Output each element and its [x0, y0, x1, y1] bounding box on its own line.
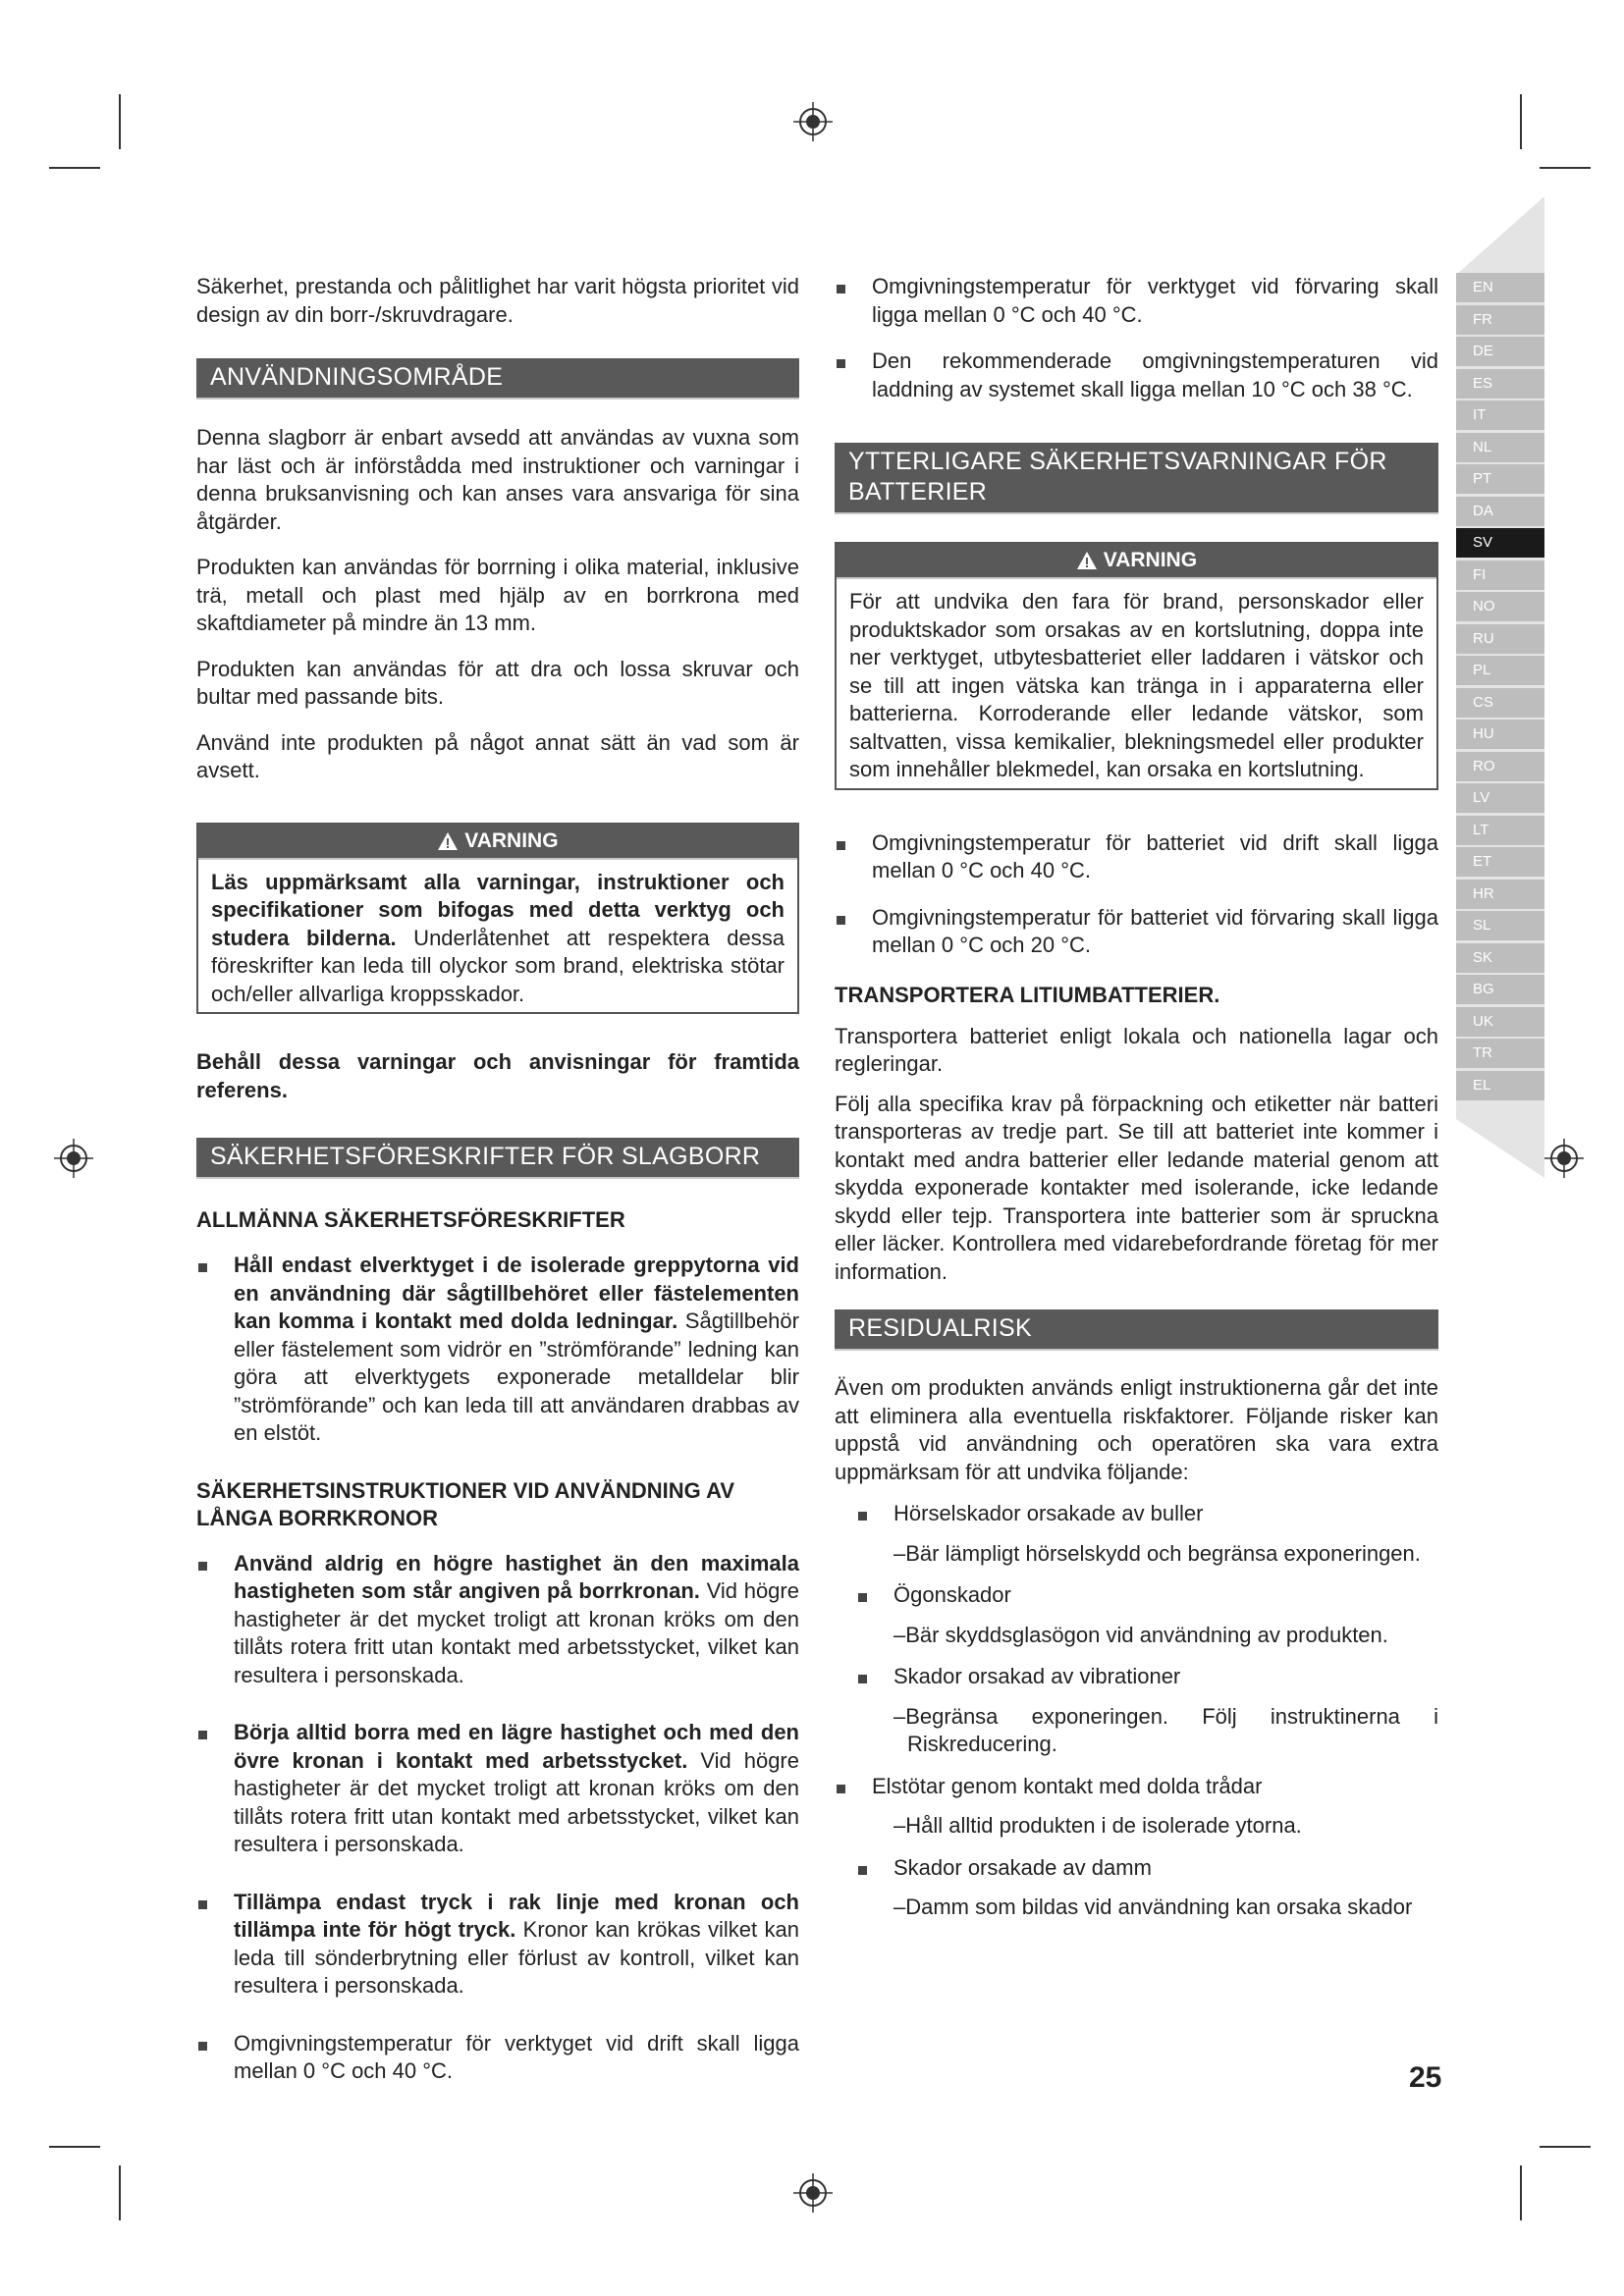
language-tab-pt[interactable]: PT	[1456, 464, 1544, 494]
subheading-long-bits: SÄKERHETSINSTRUKTIONER VID ANVÄNDNING AV LÅNGA BORRKRONOR	[196, 1477, 734, 1530]
warning-label: VARNING	[464, 828, 559, 852]
transport-heading: TRANSPORTERA LITIUMBATTERIER.	[835, 982, 1220, 1007]
language-tab-fi[interactable]: FI	[1456, 561, 1544, 590]
warning-title	[837, 544, 1436, 579]
list-item	[196, 1550, 799, 1690]
item-text: Skador orsakad av vibrationer	[893, 1664, 1181, 1688]
keep-note	[196, 1048, 799, 1104]
list-item	[835, 1773, 1438, 1801]
language-tab-hr[interactable]: HR	[1456, 880, 1544, 909]
language-tab-fr[interactable]: FR	[1456, 305, 1544, 335]
language-tab-bg[interactable]: BG	[1456, 975, 1544, 1004]
transport-paragraph: Följ alla specifika krav på förpackning och etiketter när batteri transporteras av tredje part. Se till att batteriet inte kommer i kontakt med andra batterier eller ledande material genom att skydda exponerade kontakter med isolerande, icke ledande skydd eller tejp. Transportera inte batterier som är spruckna eller läcker. Kontrollera med vidarebefordrande företag för mer information.	[835, 1091, 1438, 1284]
list-item	[835, 1581, 1438, 1610]
list-item	[835, 1500, 1438, 1528]
page-number: 25	[1409, 2061, 1442, 2094]
registration-mark-icon	[793, 102, 833, 141]
warning-label: VARNING	[1103, 549, 1198, 571]
list-item	[196, 1719, 799, 1859]
language-tab-uk[interactable]: UK	[1456, 1007, 1544, 1037]
item-bold: Använd aldrig en högre hastighet än den maximala hastigheten som står angiven på borrkronan.	[234, 1550, 799, 1603]
language-tab-es[interactable]: ES	[1456, 369, 1544, 399]
language-tab-sv[interactable]: SV	[1456, 528, 1544, 558]
residual-detail	[835, 1540, 1438, 1569]
residual-list	[835, 1854, 1438, 1883]
language-tab-et[interactable]: ET	[1456, 847, 1544, 877]
language-tab-pl[interactable]: PL	[1456, 656, 1544, 685]
crop-mark	[1520, 94, 1522, 149]
item-text: Omgivningstemperatur för verktyget vid förvaring skall ligga mellan 0 °C och 40 °C.	[872, 274, 1438, 327]
left-column	[196, 273, 799, 2105]
item-text: Ögonskador	[893, 1582, 1011, 1607]
language-tabs	[1456, 273, 1544, 1102]
language-tab-da[interactable]: DA	[1456, 497, 1544, 526]
detail-text: –Bär lämpligt hörselskydd och begränsa exponeringen.	[893, 1540, 1421, 1566]
list-item	[835, 829, 1438, 885]
detail-text: –Håll alltid produkten i de isolerade ytorna.	[893, 1813, 1302, 1838]
item-text: Elstötar genom kontakt med dolda trådar	[872, 1773, 1263, 1798]
residual-detail	[835, 1812, 1438, 1841]
residual-list	[835, 1663, 1438, 1691]
item-text: Kronor kan krökas vilket kan leda till sönderbrytning eller förlust av kontroll, vilket kan resultera i personskada.	[234, 1917, 799, 1998]
language-tab-sl[interactable]: SL	[1456, 911, 1544, 940]
crop-mark	[119, 94, 121, 149]
item-text: Skador orsakade av damm	[893, 1854, 1152, 1880]
item-text: Sågtillbehör eller fästelement som vidrör en ”strömförande” ledning kan göra att elverktygets exponerade metalldelar blir ”strömförande” och kan leda till att användaren drabbas av en elstöt.	[234, 1308, 799, 1445]
crop-mark	[49, 2146, 100, 2148]
warning-triangle-icon	[1076, 551, 1098, 570]
language-tab-cs[interactable]: CS	[1456, 688, 1544, 718]
section-header-usage: ANVÄNDNINGSOMRÅDE	[196, 358, 799, 400]
section-header-battery: YTTERLIGARE SÄKERHETSVARNINGAR FÖR BATTERIER	[835, 443, 1438, 514]
list-item	[196, 2030, 799, 2086]
crop-mark	[49, 167, 100, 169]
residual-list	[835, 1581, 1438, 1610]
warning-bold: Läs uppmärksamt alla varningar, instruktioner och specifikationer som bifogas med detta verktyg och studera bilderna.	[211, 869, 785, 950]
crop-mark	[1540, 167, 1591, 169]
list-item	[835, 347, 1438, 403]
language-tab-de[interactable]: DE	[1456, 337, 1544, 366]
list-item	[835, 1663, 1438, 1691]
crop-mark	[119, 2165, 121, 2220]
temperature-list	[835, 273, 1438, 403]
usage-paragraph: Använd inte produkten på något annat sätt än vad som är avsett.	[196, 729, 799, 782]
list-item	[196, 1252, 799, 1448]
detail-text: –Begränsa exponeringen. Följ instruktinerna i Riskreducering.	[893, 1703, 1438, 1756]
warning-text	[211, 869, 785, 1009]
language-tab-it[interactable]: IT	[1456, 400, 1544, 430]
item-text: Vid högre hastigheter är det mycket troligt att kronan kröks om den tillåts rotera fritt utan kontakt med arbetsstycket, vilket kan resultera i personskada.	[234, 1747, 799, 1856]
transport-paragraph: Transportera batteriet enligt lokala och nationella lagar och regleringar.	[835, 1023, 1438, 1076]
list-item	[835, 273, 1438, 329]
language-tab-nl[interactable]: NL	[1456, 433, 1544, 462]
detail-text: –Damm som bildas vid användning kan orsaka skador	[893, 1895, 1413, 1919]
language-tab-sk[interactable]: SK	[1456, 943, 1544, 973]
item-bold: Börja alltid borra med en lägre hastighet och med den övre kronan i kontakt med arbetsstycket.	[234, 1720, 799, 1773]
residual-intro: Även om produkten används enligt instruktionerna går det inte att eliminera alla eventuella riskfaktorer. Följande risker kan uppstå vid användning och operatören ska vara extra uppmärksam för att undvika följande:	[835, 1375, 1438, 1484]
residual-detail	[835, 1622, 1438, 1650]
item-text: Omgivningstemperatur för batteriet vid drift skall ligga mellan 0 °C och 40 °C.	[872, 829, 1438, 882]
language-tab-tr[interactable]: TR	[1456, 1039, 1544, 1068]
intro-text: Säkerhet, prestanda och pålitlighet har varit högsta prioritet vid design av din borr-/skruvdragare.	[196, 274, 799, 327]
language-tab-lt[interactable]: LT	[1456, 816, 1544, 845]
long-bits-list	[196, 1550, 799, 2086]
crop-mark	[1520, 2165, 1522, 2220]
language-tab-hu[interactable]: HU	[1456, 720, 1544, 749]
registration-mark-icon	[793, 2173, 833, 2213]
residual-list	[835, 1500, 1438, 1528]
usage-paragraph: Denna slagborr är enbart avsedd att användas av vuxna som har läst och är införstådda med instruktioner och varningar i denna bruksanvisning och kan anses vara ansvariga för sina åtgärder.	[196, 425, 799, 534]
safety-list	[196, 1252, 799, 1448]
warning-title	[198, 825, 797, 860]
section-header-residual: RESIDUALRISK	[835, 1309, 1438, 1351]
warning-body	[837, 579, 1436, 788]
warning-body	[198, 860, 797, 1013]
registration-mark-icon	[1544, 1139, 1584, 1178]
item-text: Vid högre hastigheter är det mycket troligt att kronan kröks om den tillåts rotera fritt utan kontakt med arbetsstycket, vilket kan resultera i personskada.	[234, 1578, 799, 1687]
list-item	[196, 1889, 799, 2001]
item-text: Omgivningstemperatur för batteriet vid förvaring skall ligga mellan 0 °C och 20 °C.	[872, 904, 1438, 957]
section-header-safety: SÄKERHETSFÖRESKRIFTER FÖR SLAGBORR	[196, 1138, 799, 1179]
language-tab-el[interactable]: EL	[1456, 1071, 1544, 1100]
item-text: Omgivningstemperatur för verktyget vid drift skall ligga mellan 0 °C och 40 °C.	[234, 2030, 799, 2083]
item-text: Hörselskador orsakade av buller	[893, 1501, 1204, 1525]
usage-paragraph: Produkten kan användas för borrning i olika material, inklusive trä, metall och plast med hjälp av en borrkrona med skaftdiameter på mindre än 13 mm.	[196, 555, 799, 635]
registration-mark-icon	[54, 1139, 93, 1178]
warning-text: För att undvika den fara för brand, personskador eller produktskador som orsakas av en kortslutning, doppa inte ner verktyget, utbytesbatteriet eller laddaren i vätskor och se till att ingen vätska kan tränga in i apparaterna eller batterierna. Korroderande eller ledande vätskor, som saltvatten, vissa kemikalier, blekningsmedel eller produkter som innehåller blekmedel, kan orsaka en kortslutning.	[849, 589, 1424, 781]
residual-detail	[835, 1703, 1438, 1759]
language-tab-en[interactable]: EN	[1456, 273, 1544, 302]
list-item	[835, 1854, 1438, 1883]
warning-box	[835, 542, 1438, 790]
language-tab-lv[interactable]: LV	[1456, 783, 1544, 813]
keep-note-bold: Behåll dessa varningar och anvisningar för framtida referens.	[196, 1049, 799, 1102]
detail-text: –Bär skyddsglasögon vid användning av produkten.	[893, 1622, 1388, 1647]
item-text: Den rekommenderade omgivningstemperaturen vid laddning av systemet skall ligga mellan 10 °C och 38 °C.	[872, 348, 1438, 401]
residual-detail	[835, 1894, 1438, 1922]
crop-mark	[1540, 2146, 1591, 2148]
residual-list-main	[835, 1773, 1438, 1801]
item-bold: Håll endast elverktyget i de isolerade greppytorna vid en användning där sågtillbehöret eller fästelementen kan komma i kontakt med dolda ledningar.	[234, 1253, 799, 1333]
usage-paragraph: Produkten kan användas för att dra och lossa skruvar och bultar med passande bits.	[196, 656, 799, 709]
battery-temperature-list	[835, 829, 1438, 960]
language-tab-no[interactable]: NO	[1456, 592, 1544, 621]
item-bold: Tillämpa endast tryck i rak linje med kronan och tillämpa inte för högt tryck.	[234, 1889, 799, 1942]
warning-rest: Underlåtenhet att respektera dessa föreskrifter kan leda till olyckor som brand, elektriska stötar och/eller allvarliga kroppsskador.	[211, 925, 785, 1006]
language-tab-ru[interactable]: RU	[1456, 624, 1544, 654]
warning-box	[196, 823, 799, 1015]
subheading-general: ALLMÄNNA SÄKERHETSFÖRESKRIFTER	[196, 1207, 625, 1232]
right-column	[835, 273, 1438, 1936]
language-tab-ro[interactable]: RO	[1456, 752, 1544, 781]
warning-triangle-icon	[437, 831, 459, 851]
list-item	[835, 904, 1438, 960]
